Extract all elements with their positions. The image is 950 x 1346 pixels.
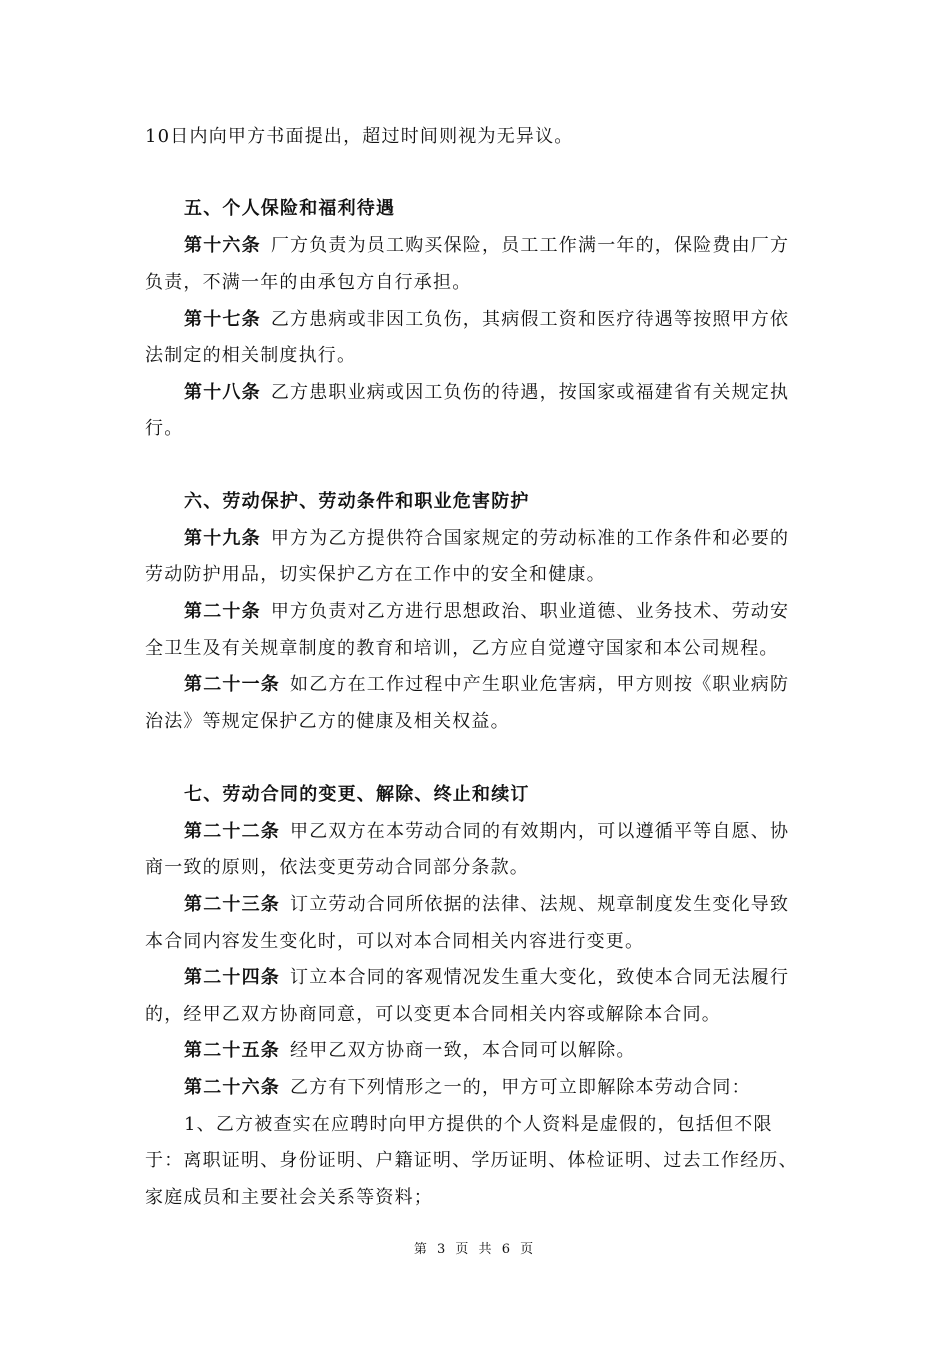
article-text: 订立劳动合同所依据的法律、法规、规章制度发生变化导致	[290, 894, 790, 915]
paragraph-line: 负责，不满一年的由承包方自行承担。	[145, 272, 472, 293]
article-text: 甲乙双方在本劳动合同的有效期内，可以遵循平等自愿、协	[290, 821, 790, 842]
paragraph-line: 法制定的相关制度执行。	[145, 345, 357, 366]
paragraph-line: 10日内向甲方书面提出，超过时间则视为无异议。	[145, 126, 574, 147]
article-19	[184, 526, 825, 552]
article-label: 第二十四条	[184, 967, 280, 988]
paragraph-line: 家庭成员和主要社会关系等资料；	[145, 1187, 433, 1208]
article-label: 第二十条	[184, 601, 261, 622]
section-heading-5: 五、个人保险和福利待遇	[184, 198, 396, 219]
paragraph-line: 行。	[145, 418, 184, 439]
article-text: 厂方负责为员工购买保险，员工工作满一年的，保险费由厂方	[270, 235, 790, 256]
article-17	[184, 307, 825, 333]
page-footer: 第 3 页 共 6 页	[413, 1242, 537, 1257]
paragraph-line: 治法》等规定保护乙方的健康及相关权益。	[145, 711, 510, 732]
article-20	[184, 599, 825, 625]
article-21	[184, 672, 825, 698]
section-heading-6: 六、劳动保护、劳动条件和职业危害防护	[184, 491, 530, 512]
article-label: 第二十三条	[184, 894, 280, 915]
paragraph-line: 劳动防护用品，切实保护乙方在工作中的安全和健康。	[145, 564, 606, 585]
paragraph-line: 全卫生及有关规章制度的教育和培训，乙方应自觉遵守国家和本公司规程。	[145, 638, 779, 659]
paragraph-line: 于：离职证明、身份证明、户籍证明、学历证明、体检证明、过去工作经历、	[145, 1150, 798, 1171]
article-label: 第二十五条	[184, 1040, 280, 1061]
paragraph-line: 商一致的原则，依法变更劳动合同部分条款。	[145, 857, 529, 878]
article-text: 甲方为乙方提供符合国家规定的劳动标准的工作条件和必要的	[270, 528, 790, 549]
article-26	[184, 1075, 825, 1101]
article-24	[184, 965, 825, 991]
article-label: 第十八条	[184, 382, 261, 403]
article-text: 乙方患职业病或因工负伤的待遇，按国家或福建省有关规定执	[270, 382, 790, 403]
article-label: 第十六条	[184, 235, 261, 256]
article-text: 乙方患病或非因工负伤，其病假工资和医疗待遇等按照甲方依	[270, 309, 790, 330]
article-23	[184, 892, 825, 918]
article-25	[184, 1038, 825, 1064]
article-label: 第二十二条	[184, 821, 280, 842]
list-item-1: 1、乙方被查实在应聘时向甲方提供的个人资料是虚假的，包括但不限	[184, 1114, 773, 1135]
article-label: 第二十六条	[184, 1077, 280, 1098]
article-text: 经甲乙双方协商一致，本合同可以解除。	[290, 1040, 636, 1061]
article-22	[184, 819, 825, 845]
article-text: 订立本合同的客观情况发生重大变化，致使本合同无法履行	[290, 967, 790, 988]
article-text: 乙方有下列情形之一的，甲方可立即解除本劳动合同：	[290, 1077, 751, 1098]
article-label: 第二十一条	[184, 674, 280, 695]
article-label: 第十七条	[184, 309, 261, 330]
section-heading-7: 七、劳动合同的变更、解除、终止和续订	[184, 784, 530, 805]
article-18	[184, 380, 825, 406]
article-16	[184, 233, 825, 259]
article-label: 第十九条	[184, 528, 261, 549]
paragraph-line: 的，经甲乙双方协商同意，可以变更本合同相关内容或解除本合同。	[145, 1004, 721, 1025]
paragraph-line: 本合同内容发生变化时，可以对本合同相关内容进行变更。	[145, 931, 645, 952]
article-text: 甲方负责对乙方进行思想政治、职业道德、业务技术、劳动安	[270, 601, 790, 622]
article-text: 如乙方在工作过程中产生职业危害病，甲方则按《职业病防	[290, 674, 790, 695]
